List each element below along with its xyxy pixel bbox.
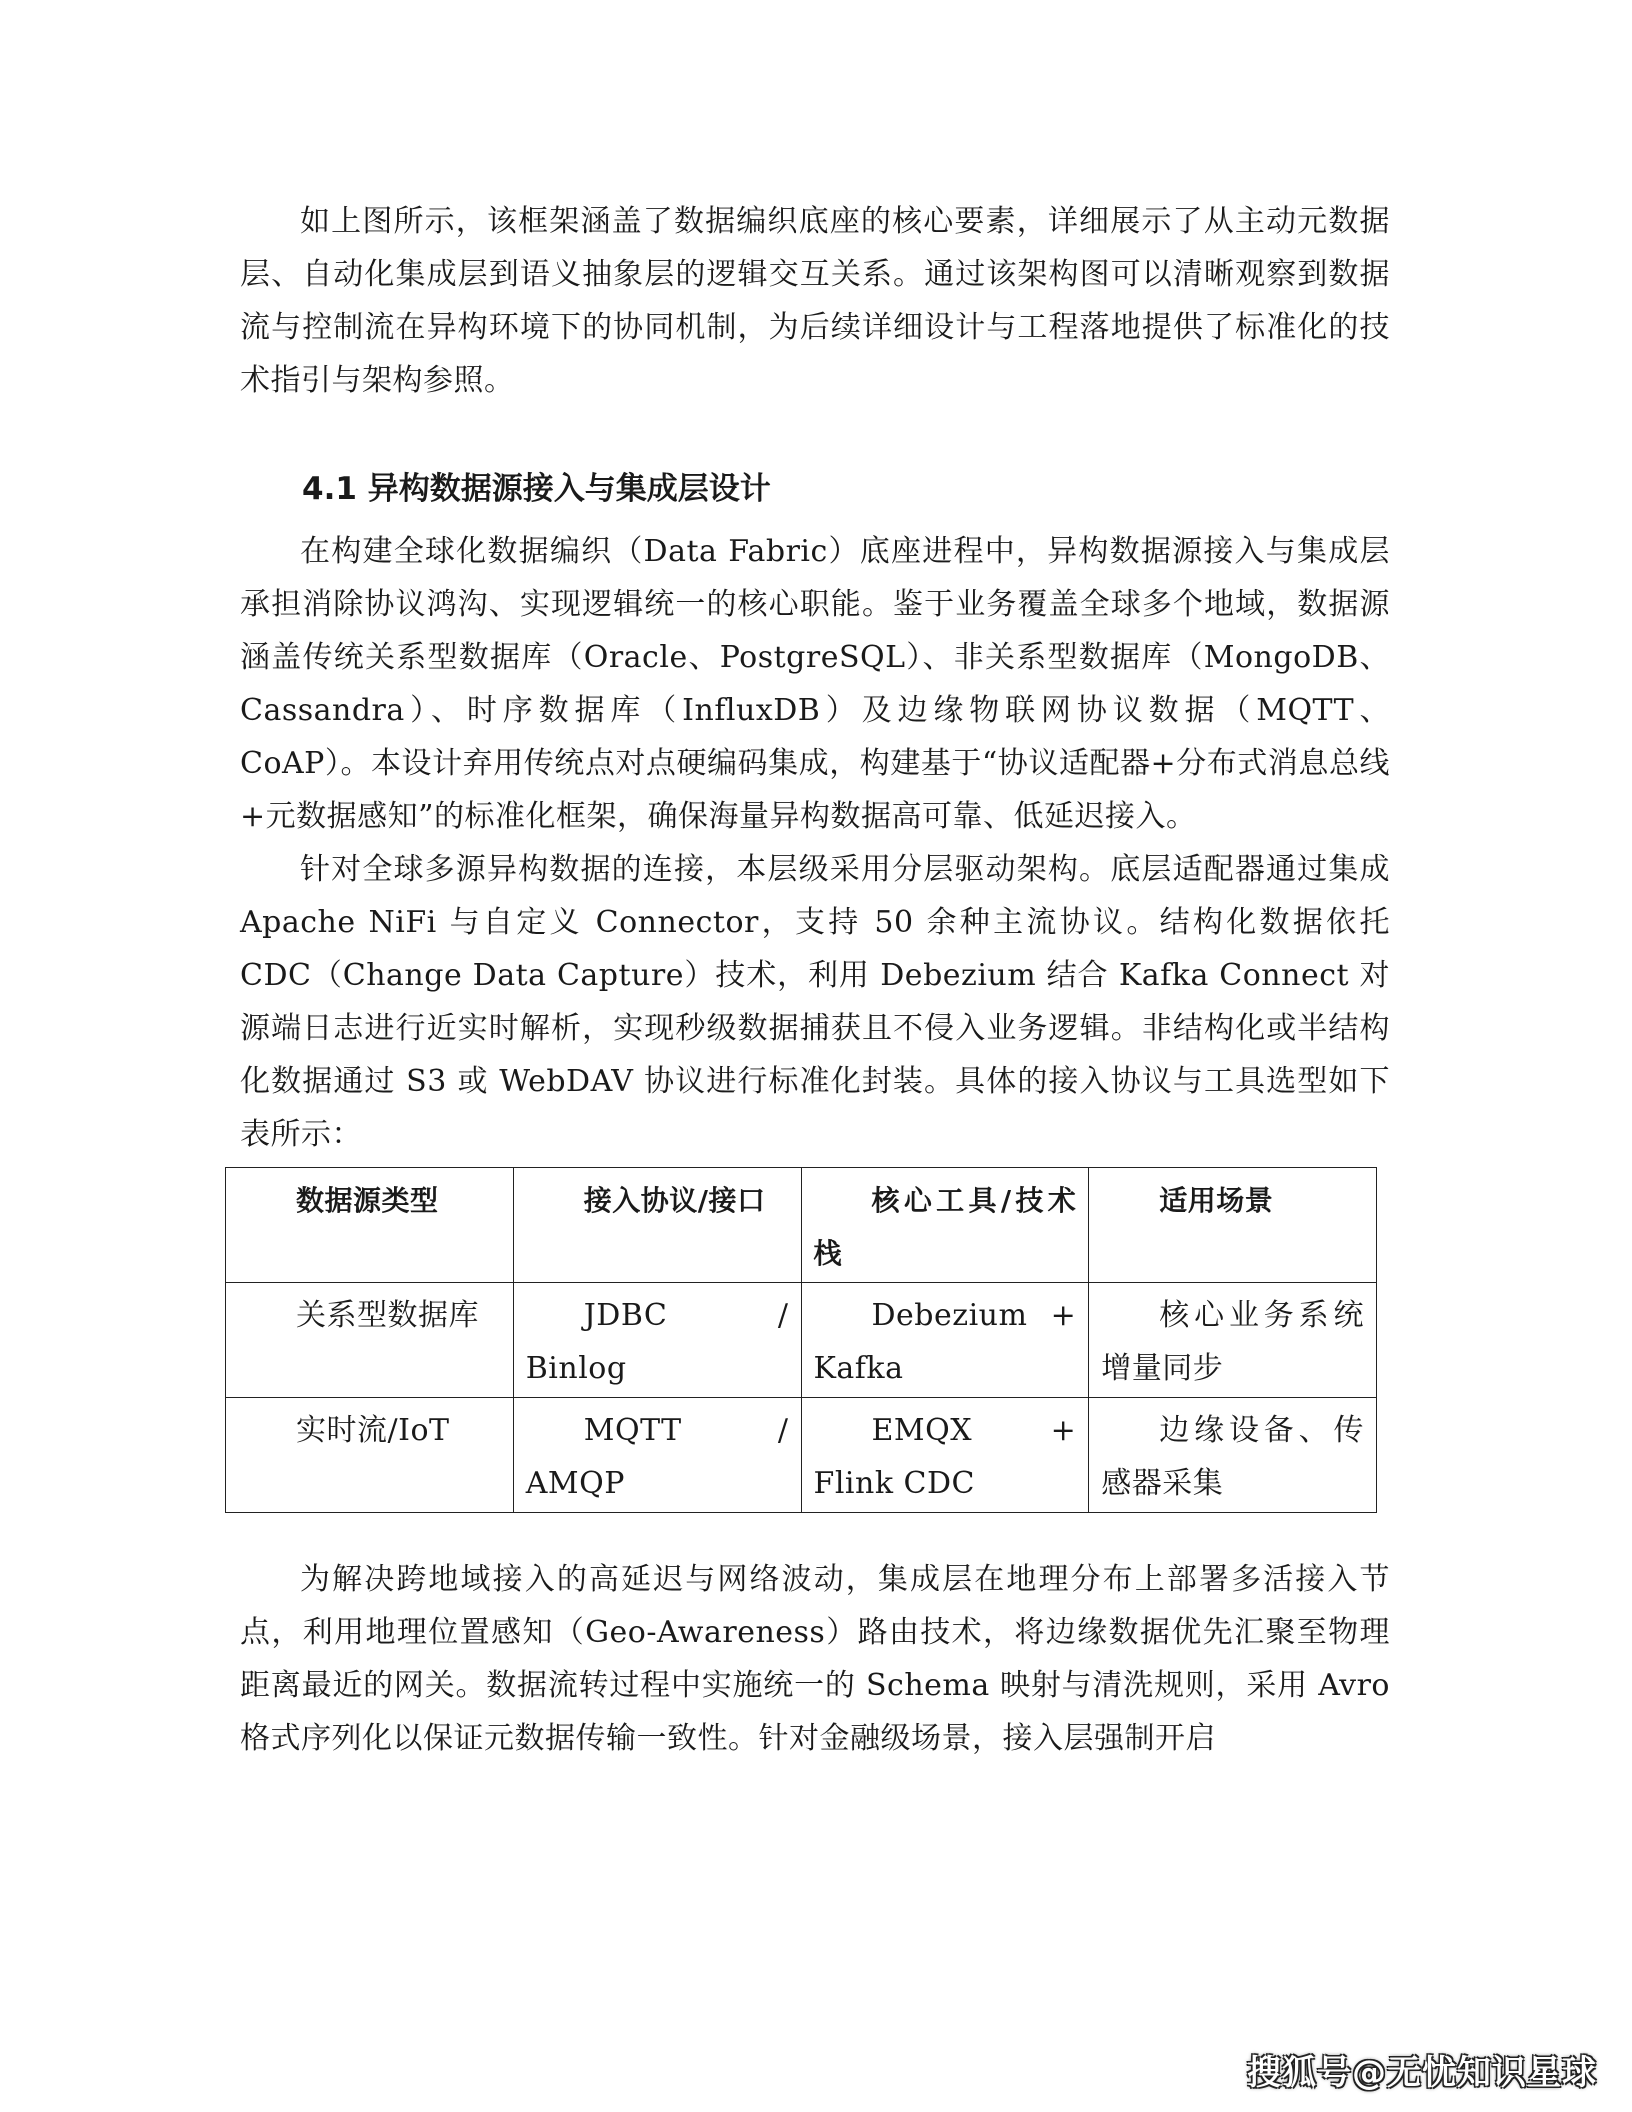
- intro-paragraph: 如上图所示，该框架涵盖了数据编织底座的核心要素，详细展示了从主动元数据层、自动化集成层到语义抽象层的逻辑交互关系。通过该架构图可以清晰观察到数据流与控制流在异构环境下的协同机制，为后续详细设计与工程落地提供了标准化的技术指引与架构参照。: [240, 204, 1390, 398]
- table-cell: 实时流/IoT: [226, 1398, 514, 1513]
- table-row: [226, 1398, 1377, 1513]
- table-cell: 关系型数据库: [226, 1283, 514, 1398]
- spacer: [240, 1513, 1390, 1553]
- table-header-cell: 数据源类型: [226, 1168, 514, 1283]
- watermark: 搜狐号@无忧知识星球: [1247, 2053, 1597, 2093]
- section-paragraph-3: 为解决跨地域接入的高延迟与网络波动，集成层在地理分布上部署多活接入节点，利用地理位置感知（Geo-Awareness）路由技术，将边缘数据优先汇聚至物理距离最近的网关。数据流转过程中实施统一的 Schema 映射与清洗规则，采用 Avro 格式序列化以保证元数据传输一致性。针对金融级场景，接入层强制开启: [240, 1562, 1390, 1756]
- table-header-cell: 核心工具/技术栈: [801, 1168, 1089, 1283]
- section-heading: 4.1 异构数据源接入与集成层设计: [302, 471, 771, 507]
- table-header-cell: 接入协议/接口: [513, 1168, 801, 1283]
- table-cell: Debezium + Kafka: [801, 1283, 1089, 1398]
- table-cell: EMQX + Flink CDC: [801, 1398, 1089, 1513]
- section-paragraph-2: 针对全球多源异构数据的连接，本层级采用分层驱动架构。底层适配器通过集成 Apache NiFi 与自定义 Connector，支持 50 余种主流协议。结构化数据依托 CDC（Change Data Capture）技术，利用 Debezium 结合 Kafka Connect 对源端日志进行近实时解析，实现秒级数据捕获且不侵入业务逻辑。非结构化或半结构化数据通过 S3 或 WebDAV 协议进行标准化封装。具体的接入协议与工具选型如下表所示：: [240, 852, 1390, 1152]
- table-header-cell: 适用场景: [1089, 1168, 1377, 1283]
- table-header-row: [226, 1168, 1377, 1283]
- document-page: [240, 195, 1390, 1765]
- section-paragraph-1: 在构建全球化数据编织（Data Fabric）底座进程中，异构数据源接入与集成层承担消除协议鸿沟、实现逻辑统一的核心职能。鉴于业务覆盖全球多个地域，数据源涵盖传统关系型数据库（Oracle、PostgreSQL）、非关系型数据库（MongoDB、Cassandra）、时序数据库（InfluxDB）及边缘物联网协议数据（MQTT、CoAP）。本设计弃用传统点对点硬编码集成，构建基于“协议适配器+分布式消息总线+元数据感知”的标准化框架，确保海量异构数据高可靠、低延迟接入。: [240, 534, 1390, 834]
- table-cell: 边缘设备、传感器采集: [1089, 1398, 1377, 1513]
- table-row: [226, 1283, 1377, 1398]
- table-cell: JDBC / Binlog: [513, 1283, 801, 1398]
- table-cell: 核心业务系统增量同步: [1089, 1283, 1377, 1398]
- protocol-selection-table: [225, 1167, 1377, 1513]
- table-cell: MQTT / AMQP: [513, 1398, 801, 1513]
